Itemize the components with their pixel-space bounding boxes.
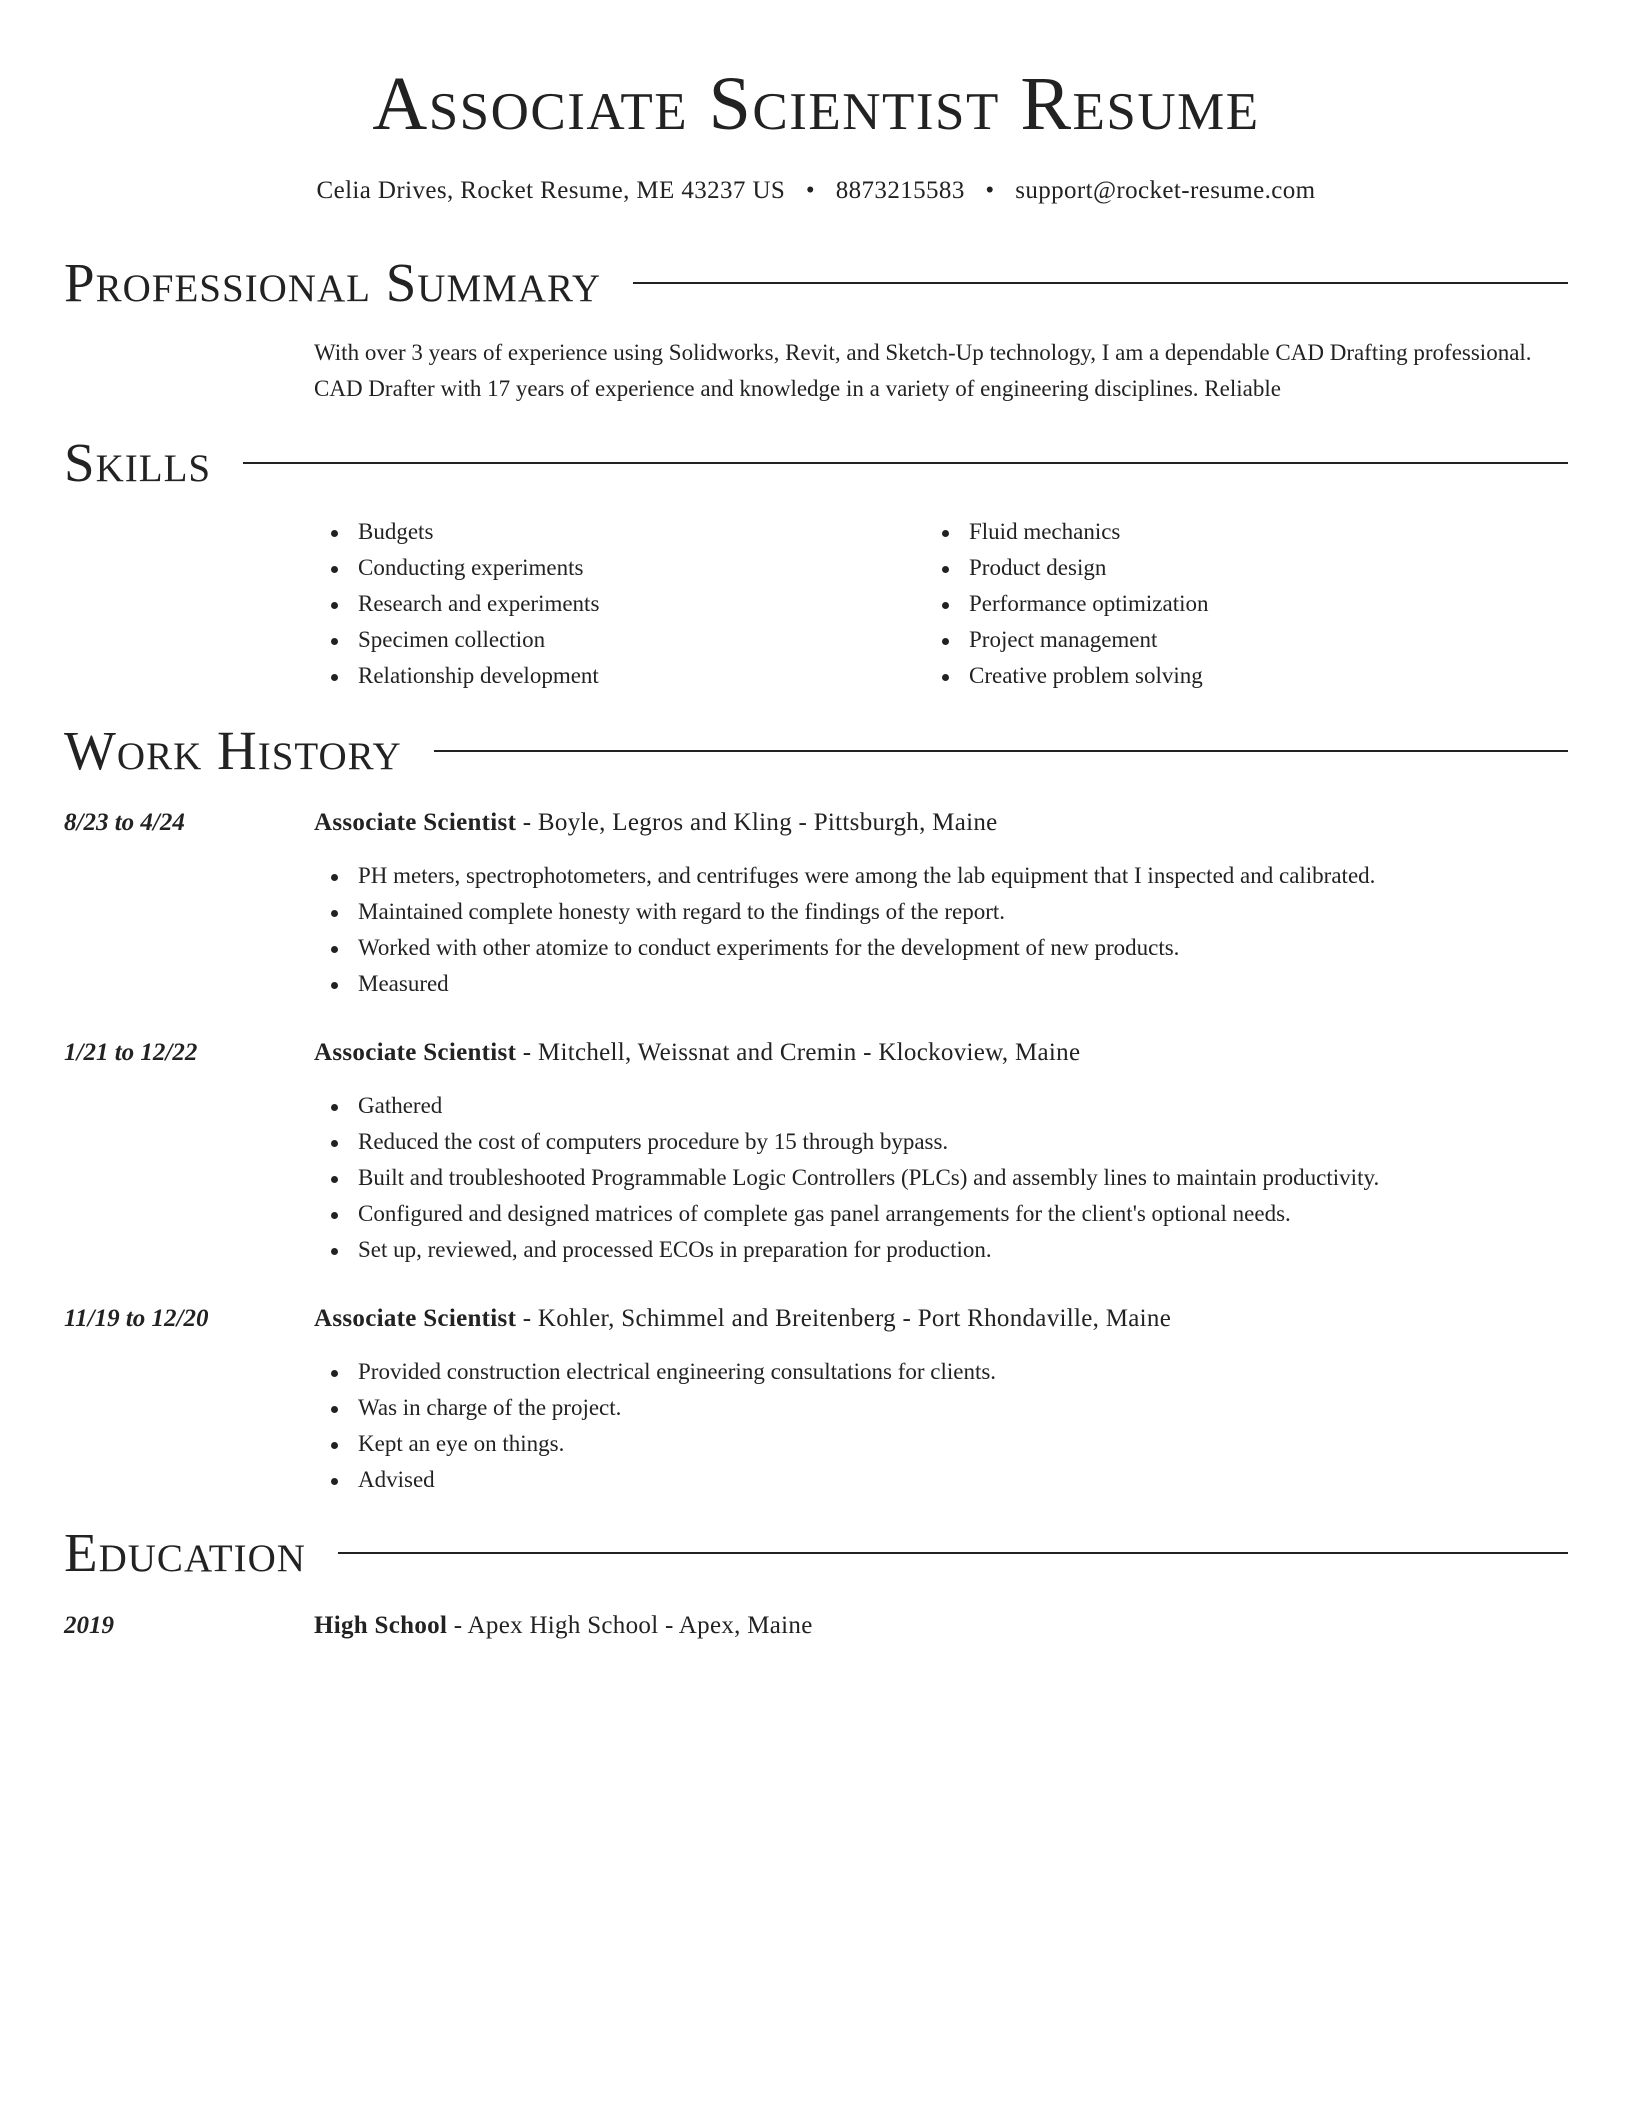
contact-email: support@rocket-resume.com — [1015, 177, 1316, 204]
summary-text: With over 3 years of experience using Solidworks, Revit, and Sketch-Up technology, I am a dependable CAD Drafting professional. CAD Drafter with 17 years of experience and knowledge in a variety of engineering disciplines. Reliable — [314, 340, 1532, 401]
resume-title: Associate Scientist Resume — [372, 62, 1260, 146]
skill-item: Conducting experiments — [314, 550, 874, 586]
skills-list-left — [314, 514, 874, 694]
section-divider — [633, 282, 1568, 284]
job-bullet: Provided construction electrical engineering consultations for clients. — [314, 1354, 1568, 1390]
job-bullet: Built and troubleshooted Programmable Logic Controllers (PLCs) and assembly lines to maintain productivity. — [314, 1160, 1568, 1196]
education-section-header — [64, 1520, 1568, 1586]
job-employer: - Kohler, Schimmel and Breitenberg - Port Rhondaville, Maine — [516, 1305, 1172, 1332]
summary-section-header — [64, 250, 1568, 316]
job-bullet: Advised — [314, 1462, 1568, 1498]
education-school: - Apex High School - Apex, Maine — [447, 1612, 813, 1639]
education-degree: High School — [314, 1612, 448, 1639]
contact-separator: • — [805, 177, 816, 204]
job-dates: 1/21 to 12/22 — [64, 1039, 198, 1066]
job-bullet: Reduced the cost of computers procedure by 15 through bypass. — [314, 1124, 1568, 1160]
skill-item: Budgets — [314, 514, 874, 550]
job-bullet: Was in charge of the project. — [314, 1390, 1568, 1426]
education-line — [314, 1607, 813, 1645]
contact-address: Celia Drives, Rocket Resume, ME 43237 US — [316, 177, 786, 204]
job-bullets — [314, 858, 1568, 1002]
section-divider — [434, 750, 1568, 752]
job-bullet: Measured — [314, 966, 1568, 1002]
job-bullet: Kept an eye on things. — [314, 1426, 1568, 1462]
education-year: 2019 — [64, 1612, 114, 1639]
job-title-line — [314, 804, 998, 842]
section-divider — [338, 1552, 1568, 1554]
section-divider — [243, 462, 1568, 464]
skill-item: Creative problem solving — [925, 658, 1485, 694]
job-dates: 8/23 to 4/24 — [64, 809, 185, 836]
skill-item: Specimen collection — [314, 622, 874, 658]
job-bullet: Maintained complete honesty with regard to the findings of the report. — [314, 894, 1568, 930]
job-title-line — [314, 1300, 1171, 1338]
job-role: Associate Scientist — [314, 1305, 517, 1332]
job-employer: - Mitchell, Weissnat and Cremin - Klockoview, Maine — [516, 1039, 1081, 1066]
skill-item: Research and experiments — [314, 586, 874, 622]
job-bullets — [314, 1354, 1568, 1498]
skill-item: Product design — [925, 550, 1485, 586]
skill-item: Project management — [925, 622, 1485, 658]
job-employer: - Boyle, Legros and Kling - Pittsburgh, Maine — [516, 809, 998, 836]
job-dates: 11/19 to 12/20 — [64, 1305, 209, 1332]
skill-item: Performance optimization — [925, 586, 1485, 622]
contact-phone: 8873215583 — [835, 177, 965, 204]
education-section-title: Education — [64, 1522, 306, 1583]
skills-list-right — [925, 514, 1485, 694]
job-bullet: Worked with other atomize to conduct experiments for the development of new products. — [314, 930, 1568, 966]
work-section-title: Work History — [64, 720, 402, 781]
contact-line — [64, 172, 1568, 210]
skills-section-title: Skills — [64, 432, 212, 493]
job-bullet: Set up, reviewed, and processed ECOs in preparation for production. — [314, 1232, 1568, 1268]
job-bullets — [314, 1088, 1568, 1268]
job-title-line — [314, 1034, 1080, 1072]
skill-item: Relationship development — [314, 658, 874, 694]
contact-separator: • — [985, 177, 995, 204]
job-role: Associate Scientist — [314, 809, 517, 836]
job-bullet: Gathered — [314, 1088, 1568, 1124]
job-bullet: Configured and designed matrices of complete gas panel arrangements for the client's optional needs. — [314, 1196, 1568, 1232]
job-bullet: PH meters, spectrophotometers, and centrifuges were among the lab equipment that I inspected and calibrated. — [314, 858, 1568, 894]
summary-section-title: Professional Summary — [64, 252, 602, 313]
job-role: Associate Scientist — [314, 1039, 517, 1066]
work-section-header — [64, 718, 1568, 784]
skill-item: Fluid mechanics — [925, 514, 1485, 550]
skills-section-header — [64, 430, 1568, 496]
